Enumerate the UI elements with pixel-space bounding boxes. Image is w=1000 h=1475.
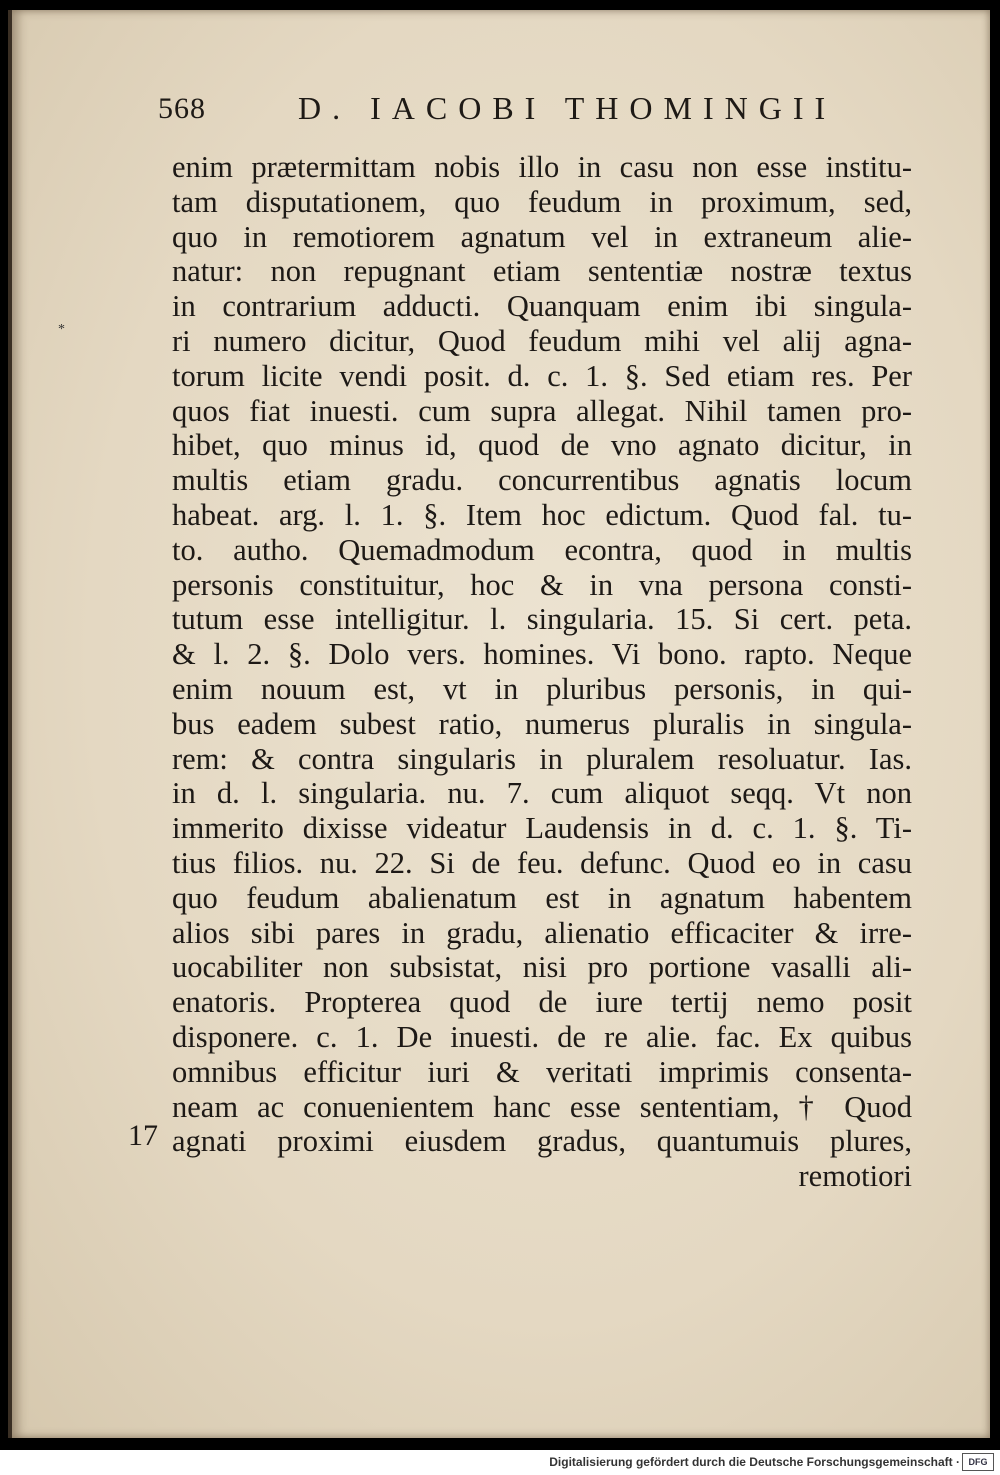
text-line: rem: & contra singularis in pluralem resoluatur. Ias.	[172, 741, 912, 776]
margin-mark: *	[58, 322, 65, 337]
text-line: in contrarium adducti. Quanquam enim ibi singula-	[172, 289, 912, 324]
page-header	[158, 90, 838, 130]
margin-note-number: 17	[128, 1119, 158, 1152]
footer-bar	[0, 1450, 1000, 1475]
text-line: to. autho. Quemadmodum econtra, quod in multis	[172, 532, 912, 567]
text-line: quo in remotiorem agnatum vel in extraneum alie-	[172, 219, 912, 254]
page-number: 568	[158, 92, 206, 125]
text-line: tius filios. nu. 22. Si de feu. defunc. Quod eo in casu	[172, 845, 912, 880]
text-line: omnibus efficitur iuri & veritati imprimis consenta-	[172, 1054, 912, 1089]
text-line: quo feudum abalienatum est in agnatum habentem	[172, 880, 912, 915]
text-line: tam disputationem, quo feudum in proximum, sed,	[172, 184, 912, 219]
text-line: natur: non repugnant etiam sententiæ nostræ textus	[172, 254, 912, 289]
text-line: enatoris. Propterea quod de iure tertij nemo posit	[172, 985, 912, 1020]
text-line: multis etiam gradu. concurrentibus agnatis locum	[172, 463, 912, 498]
text-line: torum licite vendi posit. d. c. 1. §. Sed etiam res. Per	[172, 358, 912, 393]
text-line: habeat. arg. l. 1. §. Item hoc edictum. Quod fal. tu-	[172, 497, 912, 532]
body-text	[172, 150, 912, 1194]
text-line: & l. 2. §. Dolo vers. homines. Vi bono. rapto. Neque	[172, 637, 912, 672]
text-line: ri numero dicitur, Quod feudum mihi vel alij agna-	[172, 323, 912, 358]
text-line: agnati proximi eiusdem gradus, quantumuis plures,	[172, 1124, 912, 1159]
text-line: quos fiat inuesti. cum supra allegat. Nihil tamen pro-	[172, 393, 912, 428]
text-line: in d. l. singularia. nu. 7. cum aliquot seqq. Vt non	[172, 776, 912, 811]
text-line: hibet, quo minus id, quod de vno agnato dicitur, in	[172, 428, 912, 463]
text-line: alios sibi pares in gradu, alienatio efficaciter & irre-	[172, 915, 912, 950]
text-line: neam ac conuenientem hanc esse sententiam, † Quod	[172, 1089, 912, 1124]
running-head: D. IACOBI THOMINGII	[298, 90, 837, 126]
funding-credit: Digitalisierung gefördert durch die Deutsche Forschungsgemeinschaft ·	[549, 1455, 960, 1469]
text-line: disponere. c. 1. De inuesti. de re alie. fac. Ex quibus	[172, 1019, 912, 1054]
text-line: enim nouum est, vt in pluribus personis, in qui-	[172, 671, 912, 706]
text-line: immerito dixisse videatur Laudensis in d. c. 1. §. Ti-	[172, 811, 912, 846]
text-line: uocabiliter non subsistat, nisi pro portione vasalli ali-	[172, 950, 912, 985]
catchword: remotiori	[798, 1159, 912, 1194]
text-line: personis constituitur, hoc & in vna persona consti-	[172, 567, 912, 602]
dfg-logo-icon: DFG	[962, 1453, 994, 1471]
text-line: tutum esse intelligitur. l. singularia. 15. Si cert. peta.	[172, 602, 912, 637]
text-line: bus eadem subest ratio, numerus pluralis in singula-	[172, 706, 912, 741]
text-line: enim prætermittam nobis illo in casu non esse institu-	[172, 150, 912, 184]
